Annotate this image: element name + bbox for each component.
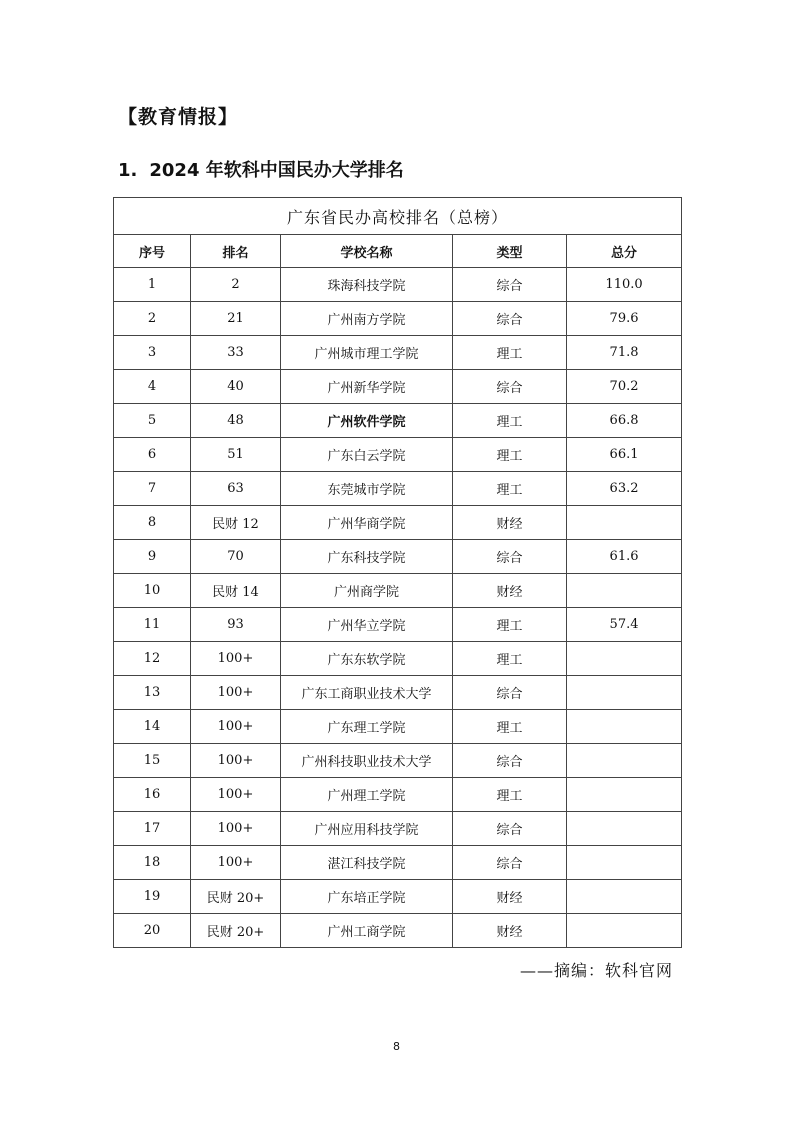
table-row	[114, 608, 682, 642]
column-header-score: 总分	[567, 235, 682, 268]
cell-index: 13	[114, 676, 191, 710]
cell-type: 综合	[453, 676, 567, 710]
cell-school: 广州科技职业技术大学	[281, 744, 453, 778]
cell-type: 财经	[453, 506, 567, 540]
cell-type: 财经	[453, 880, 567, 914]
cell-school: 湛江科技学院	[281, 846, 453, 880]
cell-index: 19	[114, 880, 191, 914]
cell-index: 11	[114, 608, 191, 642]
cell-type: 综合	[453, 744, 567, 778]
cell-school: 广州华商学院	[281, 506, 453, 540]
table-row	[114, 846, 682, 880]
source-credit: ——摘编：软科官网	[519, 961, 673, 980]
cell-school: 广东培正学院	[281, 880, 453, 914]
cell-score: 61.6	[567, 540, 682, 574]
cell-type: 理工	[453, 336, 567, 370]
cell-type: 综合	[453, 812, 567, 846]
cell-school: 广州应用科技学院	[281, 812, 453, 846]
table-row	[114, 404, 682, 438]
cell-rank: 民财 14	[191, 574, 281, 608]
cell-score: 57.4	[567, 608, 682, 642]
cell-school: 广东科技学院	[281, 540, 453, 574]
table-body	[114, 268, 682, 948]
cell-type: 理工	[453, 404, 567, 438]
cell-index: 20	[114, 914, 191, 948]
table-row	[114, 812, 682, 846]
cell-type: 理工	[453, 472, 567, 506]
cell-index: 17	[114, 812, 191, 846]
cell-school: 广州理工学院	[281, 778, 453, 812]
cell-rank: 民财 12	[191, 506, 281, 540]
cell-school: 广州商学院	[281, 574, 453, 608]
cell-rank: 100+	[191, 812, 281, 846]
cell-school: 广州软件学院	[281, 404, 453, 438]
table-row	[114, 914, 682, 948]
cell-rank: 100+	[191, 710, 281, 744]
cell-index: 3	[114, 336, 191, 370]
table-row	[114, 438, 682, 472]
cell-type: 理工	[453, 438, 567, 472]
cell-score: 79.6	[567, 302, 682, 336]
cell-index: 15	[114, 744, 191, 778]
table-row	[114, 642, 682, 676]
cell-rank: 93	[191, 608, 281, 642]
cell-type: 综合	[453, 540, 567, 574]
cell-rank: 63	[191, 472, 281, 506]
table-row	[114, 370, 682, 404]
cell-score: 66.1	[567, 438, 682, 472]
article-title	[118, 156, 404, 182]
column-header-school: 学校名称	[281, 235, 453, 268]
cell-type: 综合	[453, 268, 567, 302]
cell-index: 5	[114, 404, 191, 438]
table-row	[114, 778, 682, 812]
table-row	[114, 506, 682, 540]
cell-score	[567, 914, 682, 948]
cell-score: 70.2	[567, 370, 682, 404]
cell-type: 财经	[453, 914, 567, 948]
cell-type: 理工	[453, 778, 567, 812]
cell-type: 综合	[453, 846, 567, 880]
cell-score	[567, 778, 682, 812]
column-header-type: 类型	[453, 235, 567, 268]
cell-rank: 51	[191, 438, 281, 472]
cell-type: 综合	[453, 302, 567, 336]
table-row	[114, 336, 682, 370]
cell-school: 广东白云学院	[281, 438, 453, 472]
column-header-rank: 排名	[191, 235, 281, 268]
cell-index: 14	[114, 710, 191, 744]
cell-score	[567, 710, 682, 744]
cell-index: 7	[114, 472, 191, 506]
cell-school: 广东工商职业技术大学	[281, 676, 453, 710]
cell-rank: 2	[191, 268, 281, 302]
cell-school: 珠海科技学院	[281, 268, 453, 302]
cell-type: 理工	[453, 642, 567, 676]
cell-school: 广州南方学院	[281, 302, 453, 336]
cell-score	[567, 846, 682, 880]
cell-score: 66.8	[567, 404, 682, 438]
table-row	[114, 744, 682, 778]
cell-score	[567, 812, 682, 846]
cell-rank: 100+	[191, 846, 281, 880]
cell-index: 18	[114, 846, 191, 880]
cell-type: 理工	[453, 608, 567, 642]
cell-rank: 民财 20+	[191, 880, 281, 914]
cell-score: 110.0	[567, 268, 682, 302]
cell-index: 8	[114, 506, 191, 540]
cell-school: 广州工商学院	[281, 914, 453, 948]
section-heading: 【教育情报】	[118, 106, 239, 128]
cell-school: 东莞城市学院	[281, 472, 453, 506]
cell-rank: 40	[191, 370, 281, 404]
article-number: 1.	[118, 160, 138, 181]
article-title-text: 2024 年软科中国民办大学排名	[149, 160, 404, 181]
cell-rank: 70	[191, 540, 281, 574]
cell-rank: 100+	[191, 744, 281, 778]
cell-rank: 100+	[191, 676, 281, 710]
cell-score: 71.8	[567, 336, 682, 370]
cell-school: 广东东软学院	[281, 642, 453, 676]
cell-type: 财经	[453, 574, 567, 608]
cell-rank: 48	[191, 404, 281, 438]
cell-school: 广州华立学院	[281, 608, 453, 642]
table-row	[114, 268, 682, 302]
ranking-table	[113, 197, 682, 948]
cell-school: 广州新华学院	[281, 370, 453, 404]
cell-score	[567, 642, 682, 676]
cell-school: 广东理工学院	[281, 710, 453, 744]
cell-score	[567, 880, 682, 914]
cell-index: 16	[114, 778, 191, 812]
cell-type: 综合	[453, 370, 567, 404]
cell-score	[567, 506, 682, 540]
page-number: 8	[393, 1040, 400, 1053]
cell-index: 6	[114, 438, 191, 472]
cell-rank: 100+	[191, 778, 281, 812]
cell-index: 9	[114, 540, 191, 574]
cell-rank: 民财 20+	[191, 914, 281, 948]
table-row	[114, 472, 682, 506]
table-row	[114, 302, 682, 336]
cell-index: 1	[114, 268, 191, 302]
table-row	[114, 676, 682, 710]
table-row	[114, 880, 682, 914]
cell-score	[567, 744, 682, 778]
table-row	[114, 710, 682, 744]
cell-score	[567, 574, 682, 608]
cell-score: 63.2	[567, 472, 682, 506]
cell-school: 广州城市理工学院	[281, 336, 453, 370]
table-row	[114, 574, 682, 608]
column-header-index: 序号	[114, 235, 191, 268]
cell-index: 2	[114, 302, 191, 336]
cell-index: 4	[114, 370, 191, 404]
cell-index: 10	[114, 574, 191, 608]
cell-rank: 21	[191, 302, 281, 336]
cell-index: 12	[114, 642, 191, 676]
cell-rank: 100+	[191, 642, 281, 676]
table-row	[114, 540, 682, 574]
table-caption: 广东省民办高校排名（总榜）	[114, 198, 682, 235]
cell-rank: 33	[191, 336, 281, 370]
cell-type: 理工	[453, 710, 567, 744]
cell-score	[567, 676, 682, 710]
